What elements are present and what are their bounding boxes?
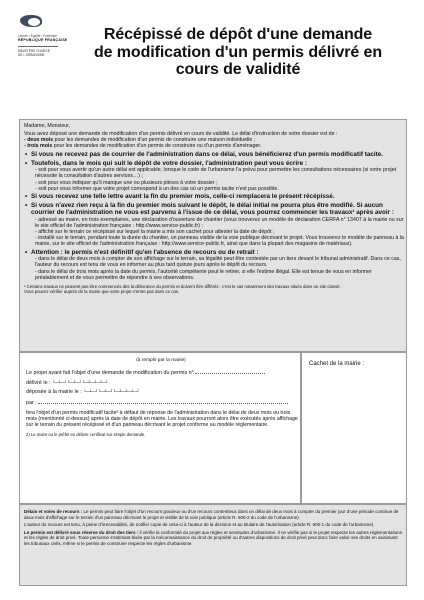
title-line-3: cours de validité: [175, 61, 301, 78]
sub-no-tacit-permit: - soit pour vous informer que votre projet correspond à un des cas où un permis tacite n'est pas possible.: [35, 185, 279, 192]
logo-divider: [18, 46, 58, 47]
marianne-logo-icon: [18, 12, 46, 30]
greeting: Madame, Monsieur,: [24, 123, 71, 129]
third-party-rights-notice: Le permis est délivré sous réserve du droit des tiers : il vérifie la conformité du projet aux règles et servitudes d'urbanisme. Il ne vérifie pas si le projet respecte les autres réglementations et les règles de droit privé. Toute personne s'estimant lésée par la méconnaissance du droit de propriété ou d'autres dispositions de droit privé peut donc faire valoir ses droits en saisissant les tribunaux civils, même si le permis de construire respecte les règles d'urbanisme.: [24, 529, 403, 546]
bullet-attention: • Attention : le permis n'est définitif qu'en l'absence de recours ou de retrait :: [24, 249, 404, 256]
mairie-form-section: [19, 352, 301, 504]
sub-opening-declaration: - adressé au maire, en trois exemplaires, une déclaration d'ouverture de chantier (vous trouverez un modèle de déclaration CERFA n° 13407 à la mairie ou sur le site officiel de l'administration française : http://www.service-public.fr) ;: [35, 216, 404, 229]
applicant-field[interactable]: [38, 399, 288, 404]
mairie-stamp-box[interactable]: [301, 352, 407, 504]
bullet-start-works: • Si vous n'avez rien reçu à la fin du premier mois suivant le dépôt, le délai initial ne pourra plus être modifié. Si aucun courrier de l'administration ne vous est parvenu à l'issue de ce délai, vous pourrez commencer les travaux¹ après avoir :: [24, 202, 404, 216]
bullet-tacit-permit: • Si vous ne recevez pas de courrier de l'administration dans ce délai, vous bénéficierez d'un permis modificatif tacite.: [24, 151, 404, 158]
information-box: [19, 119, 407, 352]
footnote-1: ¹ Certains travaux ne peuvent pas être commencés dès la délivrance du permis et doivent être différés : c'est le cas notamment des travaux situés dans un site classé. Vous pouvez vérifier auprès de la mairie que votre projet n'entre pas dans ce cas.: [24, 283, 341, 295]
tacit-permit-paragraph: fera l'objet d'un permis modificatif tacite² à défaut de réponse de l'administration dans le délai de deux mois ou trois mois (mentionné ci-dessus) après la date de dépôt en mairie. Les travaux pourront alors être exécutés après affichage sur le terrain du présent récépissé et d'un panneau décrivant le projet conforme au modèle réglementaire.: [26, 409, 298, 429]
certificate-note: 2) Le maire ou le préfet en délivre certificat sur simple demande.: [26, 431, 146, 437]
delay-line-2: - trois mois pour les demandes de modification d'un permis de construire ou d'un permis d'aménager.: [24, 143, 262, 150]
sub-install-panel: - installé sur le terrain, pendant toute la durée du chantier, un panneau visible de la voie publique décrivant le projet. Vous trouverez le modèle de panneau à la mairie, sur le site officiel de l'administration française : http://www.service-public.fr, ainsi que dans la plupart des magasins de matériaux).: [35, 235, 404, 248]
sub-three-month-withdrawal: - dans le délai de trois mois après la date du permis, l'autorité compétente peut le retirer, si elle l'estime illégal. Elle est tenue de vous en informer préalablement et de vous permettre de répondre à ses observations.: [35, 268, 372, 281]
title-line-2: de modification d'un permis délivré en: [93, 43, 383, 61]
bullet-administration-letter: • Toutefois, dans le mois qui suit le dépôt de votre dossier, l'administration peut vous écrire :: [24, 160, 404, 167]
bullet-letter-replaces: • Si vous recevez une telle lettre avant la fin du premier mois, celle-ci remplacera le présent récépissé.: [24, 193, 404, 200]
intro-text: Vous avez déposé une demande de modification d'un permis délivré en cours de validité. Le délai d'instruction de votre dossier est de :: [24, 130, 338, 137]
delivered-date-field[interactable]: └─┴─┘└─┴─┘└─┴─┴─┴─┘: [52, 379, 109, 385]
notification-notice: L'auteur du recours est tenu, à peine d'irrecevabilité, de notifier copie de celui-ci à l'auteur de la décision et au titulaire de l'autorisation (article R. 600-1 du code de l'urbanisme).: [24, 522, 375, 527]
ministry-line-2: DE L'URBANISME: [18, 52, 45, 57]
sub-missing-pieces: - soit pour vous indiquer qu'il manque une ou plusieurs pièces à votre dossier ;: [35, 179, 218, 186]
legal-notice-box: [19, 504, 407, 586]
appeal-notice: Délais et voies de recours : Le permis peut faire l'objet d'un recours gracieux ou d'un recours contentieux dans un délai de deux mois à compter du premier jour d'une période continue de deux mois d'affichage sur le terrain d'un panneau décrivant le projet et visible de la voie publique (article R. 600-2 du code de l'urbanisme).: [24, 509, 399, 520]
sub-other-delay: - soit pour vous avertir qu'un autre délai est applicable, lorsque le code de l'urbanisme l'a prévu pour permettre les consultations nécessaires (si votre projet nécessite la consultation d'autres services…) ;: [35, 167, 397, 180]
delay-line-1: - deux mois pour les demandes de modification d'un permis de construire une maison individuelle ;: [24, 137, 256, 144]
permit-number-row: Le projet ayant fait l'objet d'une demande de modification du permis n°: [26, 369, 298, 376]
delivered-date-row: délivré le : └─┴─┘└─┴─┘└─┴─┴─┴─┘: [26, 379, 109, 386]
sub-two-month-appeal: - dans le délai de deux mois à compter de son affichage sur le terrain, sa légalité peut être contestée par un tiers devant le tribunal administratif. Dans ce cas, l'auteur du recours est tenu de vous en informer au plus tard quinze jours après le dépôt du recours.: [35, 256, 401, 269]
fill-by-mairie-label: (à remplir par la mairie): [136, 358, 186, 363]
deposit-date-field[interactable]: └─┴─┘└─┴─┘└─┴─┴─┴─┘: [83, 389, 140, 395]
deposit-date-row: déposée à la mairie le : └─┴─┘└─┴─┘└─┴─┴─┴─┘: [26, 389, 140, 396]
page-title: [88, 26, 388, 79]
ministry-line-1: MINISTÈRE CHARGÉ: [18, 48, 50, 53]
title-line-1: Récépissé de dépôt d'une demande: [103, 26, 373, 43]
sub-post-receipt: - affiché sur le terrain ce récépissé sur lequel la mairie a mis son cachet pour attester la date de dépôt ;: [35, 228, 275, 235]
permit-number-field[interactable]: [195, 369, 265, 374]
applicant-row: par :: [26, 399, 298, 406]
republic-name: RÉPUBLIQUE FRANÇAISE: [18, 38, 68, 42]
stamp-label: Cachet de la mairie :: [309, 361, 365, 367]
motto: Liberté • Égalité • Fraternité: [18, 34, 57, 38]
republic-logo: [18, 12, 88, 57]
